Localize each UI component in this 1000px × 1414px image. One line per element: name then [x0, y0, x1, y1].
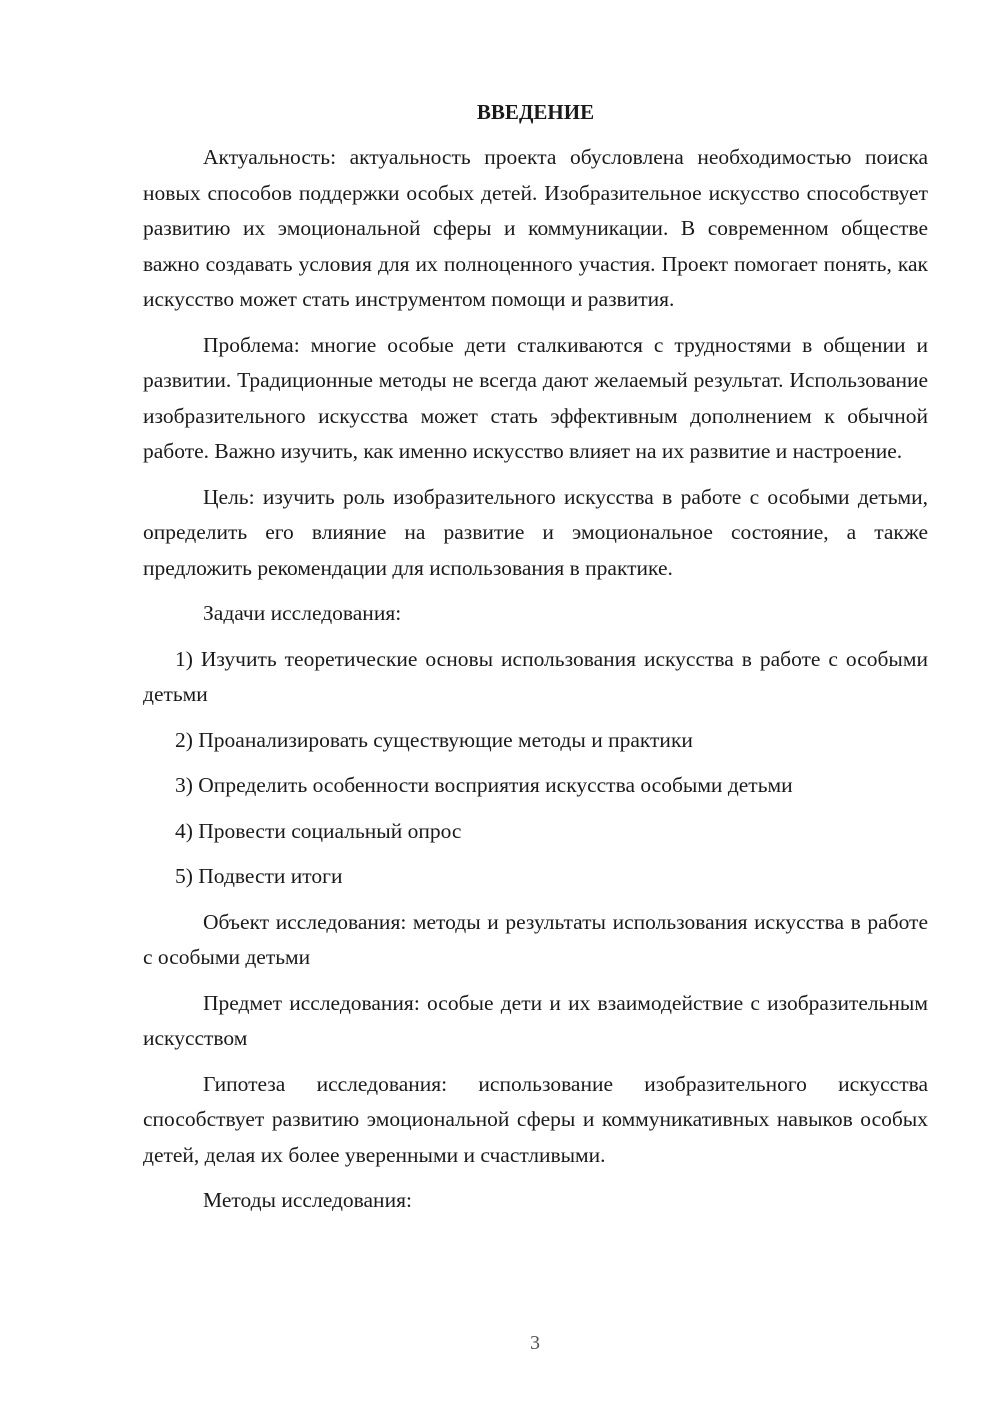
task-item: 4) Провести социальный опрос	[175, 818, 462, 843]
relevance-paragraph: Актуальность: актуальность проекта обусловлена необходимостью поиска новых способов поддержки особых детей. Изобразительное искусство способствует развитию их эмоциональной сферы и коммуникации. В современном обществе важно создавать условия для их полноценного участия. Проект помогает понять, как искусство может стать инструментом помощи и развития.	[143, 145, 928, 311]
document-page	[143, 96, 928, 1229]
tasks-heading: Задачи исследования:	[203, 601, 402, 625]
task-item: 1) Изучить теоретические основы использования искусства в работе с особыми детьми	[143, 646, 928, 706]
hypothesis-paragraph: Гипотеза исследования: использование изобразительного искусства способствует развитию эмоциональной сферы и коммуникативных навыков особых детей, делая их более уверенными и счастливыми.	[143, 1071, 928, 1167]
task-item: 5) Подвести итоги	[175, 864, 343, 888]
subject-paragraph: Предмет исследования: особые дети и их взаимодействие с изобразительным искусством	[143, 990, 928, 1050]
task-item: 2) Проанализировать существующие методы и практики	[175, 727, 693, 752]
page-title: ВВЕДЕНИЕ	[476, 100, 595, 124]
object-paragraph: Объект исследования: методы и результаты использования искусства в работе с особыми детьми	[143, 909, 928, 969]
problem-paragraph: Проблема: многие особые дети сталкиваются с трудностями в общении и развитии. Традиционные методы не всегда дают желаемый результат. Использование изобразительного искусства может стать эффективным дополнением к обычной работе. Важно изучить, как именно искусство влияет на их развитие и настроение.	[143, 332, 928, 463]
task-item: 3) Определить особенности восприятия искусства особыми детьми	[175, 773, 793, 797]
page-number: 3	[530, 1332, 540, 1354]
tasks-list	[143, 642, 928, 895]
goal-paragraph: Цель: изучить роль изобразительного искусства в работе с особыми детьми, определить его влияние на развитие и эмоциональное состояние, а также предложить рекомендации для использования в практике.	[143, 484, 928, 580]
methods-heading: Методы исследования:	[203, 1188, 412, 1212]
